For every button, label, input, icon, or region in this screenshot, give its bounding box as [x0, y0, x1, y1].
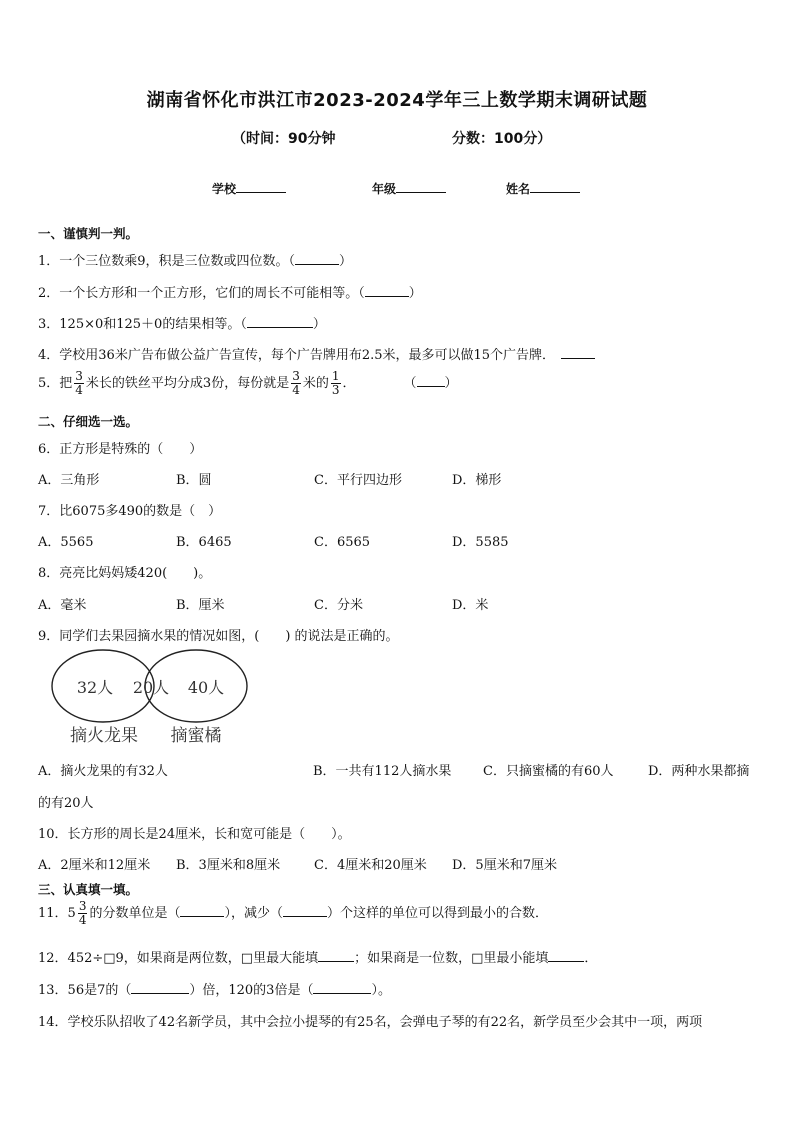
question-3	[38, 313, 326, 332]
venn-diagram	[50, 648, 260, 748]
question-11	[38, 900, 548, 927]
question-5-text-d: ．	[342, 376, 356, 391]
option-c[interactable]: C．分米	[314, 598, 363, 613]
question-5-open: （	[403, 376, 417, 391]
option-b[interactable]: B．厘米	[176, 598, 225, 613]
question-5-text-a: 5．把	[38, 376, 73, 391]
answer-blank[interactable]	[247, 315, 313, 328]
question-5-text-b: 米长的铁丝平均分成3份，每份就是	[85, 376, 290, 391]
answer-blank[interactable]	[313, 981, 371, 994]
option-c[interactable]: C．平行四边形	[314, 473, 402, 488]
fraction-denominator: 4	[78, 913, 87, 927]
fraction-denominator: 4	[75, 383, 83, 397]
school-label: 学校	[212, 182, 237, 196]
question-4-text: 4．学校用36米广告布做公益广告宣传，每个广告牌用布2.5米，最多可以做15个广告牌．	[38, 348, 556, 363]
answer-blank[interactable]	[417, 374, 445, 387]
answer-blank[interactable]	[131, 981, 189, 994]
question-6: 6．正方形是特殊的（ ）	[38, 442, 203, 457]
option-a[interactable]: A．2厘米和12厘米	[38, 858, 151, 873]
answer-blank[interactable]	[295, 252, 339, 265]
question-12-text-b: ；如果商是一位数，□里最小能填	[354, 951, 549, 966]
mixed-number-whole: 5	[67, 906, 76, 921]
answer-blank[interactable]	[283, 904, 327, 917]
question-2-text: 2．一个长方形和一个正方形，它们的周长不可能相等。（	[38, 286, 365, 301]
venn-overlap-count: 20人	[132, 678, 170, 697]
option-a[interactable]: A．三角形	[38, 473, 100, 488]
option-c[interactable]: C．4厘米和20厘米	[314, 858, 427, 873]
question-11-text-a: 的分数单位是（	[89, 906, 181, 921]
school-blank[interactable]	[236, 180, 286, 193]
option-d[interactable]: D．5厘米和7厘米	[452, 858, 557, 873]
grade-blank[interactable]	[396, 180, 446, 193]
venn-right-label: 摘蜜橘	[170, 726, 222, 746]
venn-left-count: 32人	[76, 678, 114, 697]
option-d[interactable]: D．两种水果都摘	[648, 764, 750, 779]
question-12	[38, 947, 597, 966]
question-4	[38, 344, 595, 363]
name-field[interactable]	[506, 180, 580, 197]
option-a[interactable]: A．摘火龙果的有32人	[38, 764, 168, 779]
exam-title: 湖南省怀化市洪江市2023-2024学年三上数学期末调研试题	[146, 90, 648, 111]
answer-blank[interactable]	[548, 949, 584, 962]
fraction-numerator: 3	[75, 369, 83, 383]
exam-score: 分数：100分）	[452, 131, 552, 147]
question-1-close: ）	[339, 254, 353, 269]
venn-right-count: 40人	[187, 678, 225, 697]
exam-time: （时间：90分钟	[232, 131, 336, 147]
answer-blank[interactable]	[180, 904, 224, 917]
question-3-close: ）	[312, 317, 326, 332]
question-10: 10．长方形的周长是24厘米，长和宽可能是（ ）。	[38, 827, 351, 842]
option-b[interactable]: B．一共有112人摘水果	[313, 764, 452, 779]
fraction	[74, 370, 84, 397]
answer-blank[interactable]	[318, 949, 354, 962]
fraction-numerator: 3	[292, 369, 300, 383]
question-13	[38, 979, 391, 998]
option-a[interactable]: A．毫米	[38, 598, 87, 613]
question-13-text-c: ）。	[371, 983, 391, 998]
question-12-text-a: 12．452÷□9，如果商是两位数，□里最大能填	[38, 951, 319, 966]
question-11-number: 11．	[38, 906, 68, 921]
fraction-numerator: 1	[331, 369, 340, 383]
question-5-text-c: 米的	[302, 376, 329, 391]
question-13-text-b: ）倍，120的3倍是（	[189, 983, 314, 998]
question-14: 14．学校乐队招收了42名新学员，其中会拉小提琴的有25名，会弹电子琴的有22名，新学员至少会其中一项，两项	[38, 1015, 703, 1030]
section-3-heading: 三、认真填一填。	[38, 882, 139, 897]
question-1	[38, 250, 352, 269]
question-2	[38, 282, 422, 301]
question-3-text: 3．125×0和125＋0的结果相等。（	[38, 317, 247, 332]
school-field[interactable]	[212, 180, 286, 197]
fraction	[291, 370, 301, 397]
venn-left-label: 摘火龙果	[70, 726, 138, 746]
question-9: 9．同学们去果园摘水果的情况如图，( ) 的说法是正确的。	[38, 629, 399, 644]
question-11-text-b: ），减少（	[224, 906, 283, 921]
question-12-text-c: ．	[584, 951, 598, 966]
option-d[interactable]: D．米	[452, 598, 489, 613]
option-d-continued[interactable]: 的有20人	[38, 796, 94, 811]
option-d[interactable]: D．5585	[452, 535, 509, 550]
option-a[interactable]: A．5565	[38, 535, 94, 550]
question-2-close: ）	[408, 286, 422, 301]
name-label: 姓名	[506, 182, 531, 196]
question-5-close: ）	[444, 376, 458, 391]
answer-blank[interactable]	[365, 284, 409, 297]
question-13-text-a: 13．56是7的（	[38, 983, 132, 998]
option-b[interactable]: B．3厘米和8厘米	[176, 858, 281, 873]
fraction-numerator: 3	[78, 899, 87, 913]
option-b[interactable]: B．圆	[176, 473, 212, 488]
answer-blank[interactable]	[561, 346, 595, 359]
section-1-heading: 一、谨慎判一判。	[38, 226, 139, 241]
option-d[interactable]: D．梯形	[452, 473, 502, 488]
grade-field[interactable]	[372, 180, 446, 197]
fraction-denominator: 4	[292, 383, 300, 397]
section-2-heading: 二、仔细选一选。	[38, 414, 139, 429]
fraction	[331, 370, 341, 397]
question-8: 8．亮亮比妈妈矮420( )。	[38, 566, 212, 581]
option-c[interactable]: C．只摘蜜橘的有60人	[483, 764, 614, 779]
fraction-denominator: 3	[331, 383, 340, 397]
fraction	[78, 900, 88, 927]
question-1-text: 1．一个三位数乘9，积是三位数或四位数。（	[38, 254, 296, 269]
question-11-text-c: ）个这样的单位可以得到最小的合数．	[327, 906, 549, 921]
name-blank[interactable]	[530, 180, 580, 193]
question-7: 7．比6075多490的数是（ ）	[38, 504, 222, 519]
question-5	[38, 370, 458, 397]
option-c[interactable]: C．6565	[314, 535, 371, 550]
grade-label: 年级	[372, 182, 397, 196]
option-b[interactable]: B．6465	[176, 535, 232, 550]
